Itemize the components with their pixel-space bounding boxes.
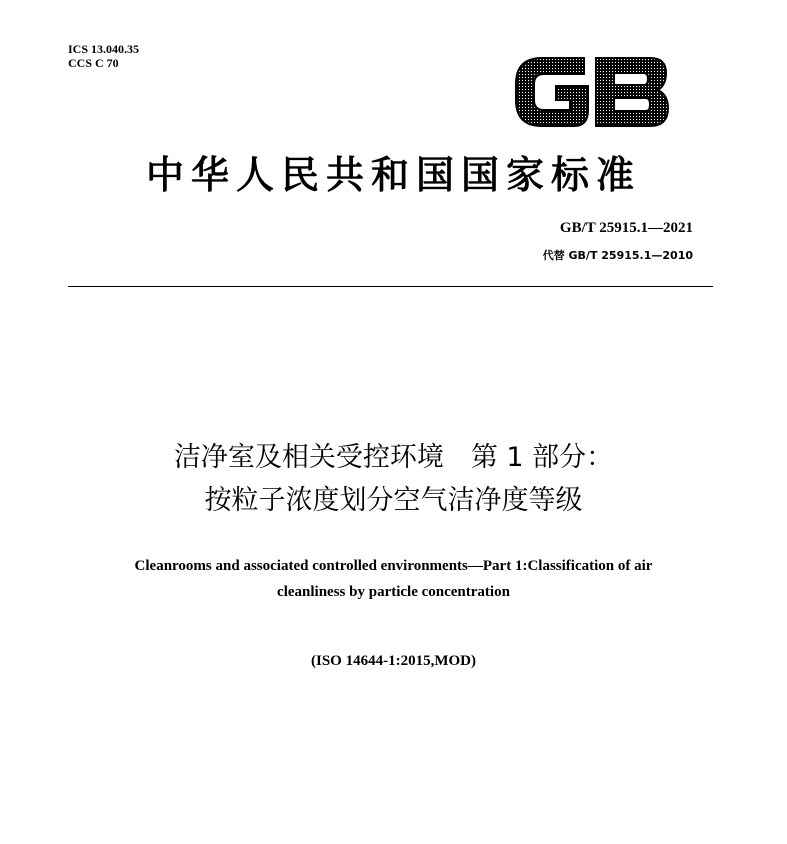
ics-code: ICS 13.040.35 <box>68 42 140 56</box>
gb-logo-b-shape <box>596 58 668 126</box>
english-title-line-1: Cleanrooms and associated controlled environments—Part 1:Classification of air <box>134 558 653 574</box>
replaces-standard: 代替 GB/T 25915.1—2010 <box>542 249 693 262</box>
english-title <box>0 553 787 605</box>
english-title-line-2: cleanliness by particle concentration <box>277 584 510 600</box>
chinese-title-line-2: 按粒子浓度划分空气洁净度等级 <box>204 485 583 516</box>
ccs-code: CCS C 70 <box>68 56 119 70</box>
organization-title: 中华人民共和国国家标准 <box>145 153 641 197</box>
standard-number: GB/T 25915.1—2021 <box>559 220 693 236</box>
classification-codes <box>68 42 139 70</box>
chinese-title <box>0 436 787 522</box>
iso-reference: (ISO 14644-1:2015,MOD) <box>311 653 476 669</box>
chinese-title-line-1: 洁净室及相关受控环境 第 1 部分： <box>173 442 614 473</box>
gb-logo-g-shape <box>516 58 588 126</box>
gb-logo <box>512 52 672 132</box>
header-divider <box>68 286 713 287</box>
